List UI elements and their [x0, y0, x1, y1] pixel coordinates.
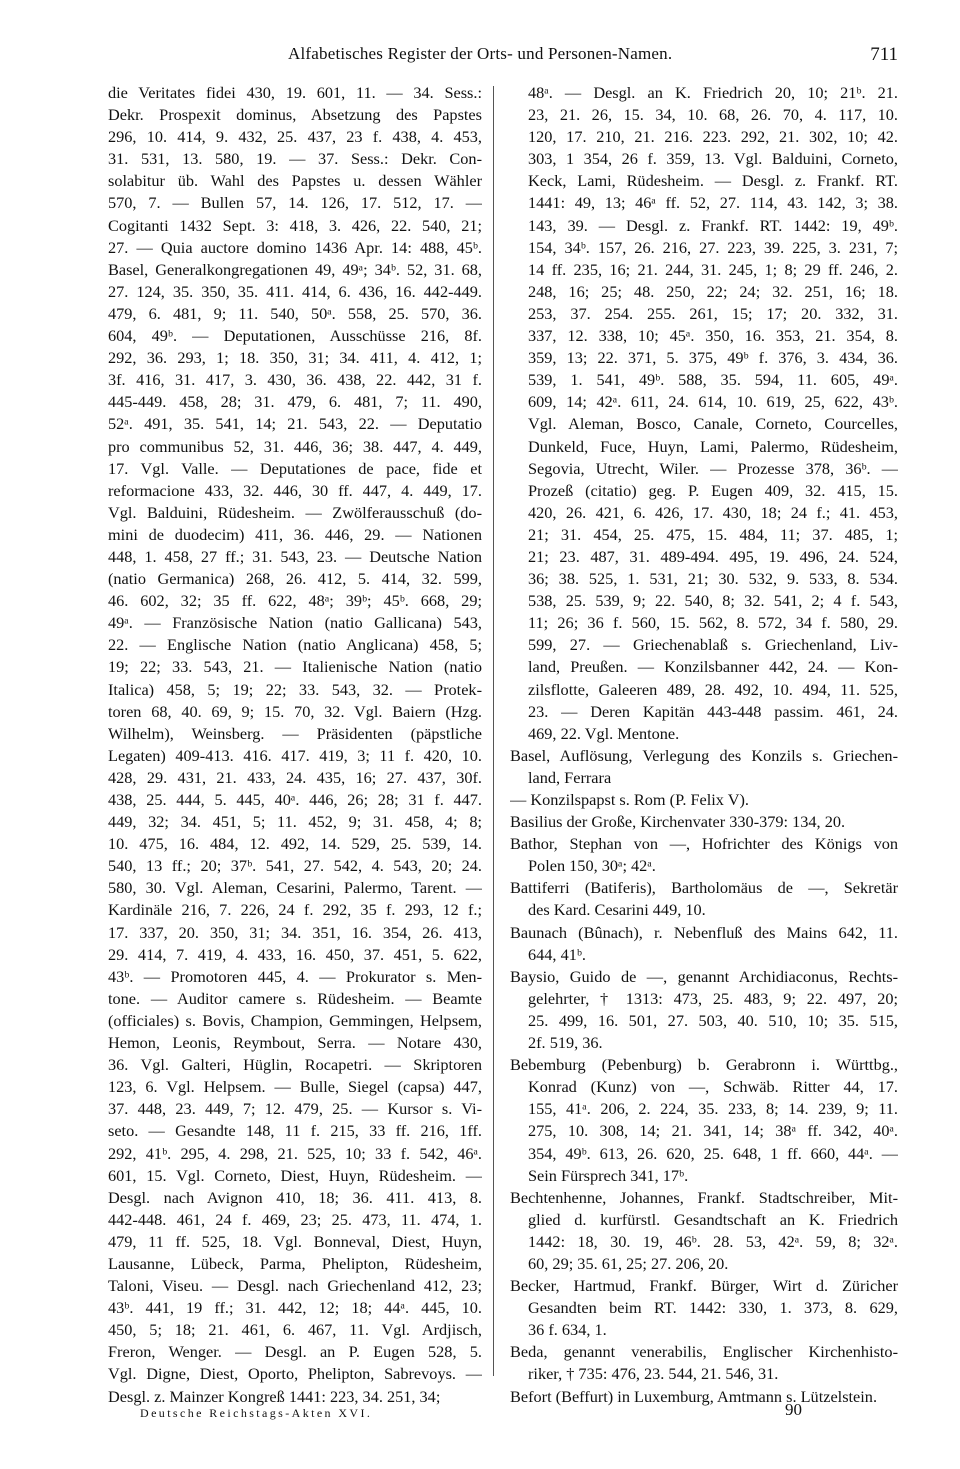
text-line: toren 68, 40. 69, 9; 15. 70, 32. Vgl. Baiern (Hzg. [108, 701, 482, 721]
text-line: Legaten) 409-413. 416. 417. 419, 3; 11 f. 420, 10. [108, 745, 482, 765]
index-entry-continuation: 60, 29; 35. 61, 25; 27. 206, 20. [528, 1253, 729, 1273]
index-entry-continuation: 120, 17. 210, 21. 216. 223. 292, 21. 302, 10; 42. [528, 127, 898, 147]
index-entry-continuation: Gesandten beim RT. 1442: 330, 1. 373, 8. 629, [528, 1298, 898, 1318]
text-line: 450, 5; 18; 21. 461, 6. 467, 11. Vgl. Ardjisch, [108, 1320, 482, 1340]
text-line: 442-448. 461, 24 f. 469, 23; 25. 473, 11. 474, 1. [108, 1209, 482, 1229]
index-entry-continuation: 21; 23. 487, 31. 489-494. 495, 19. 496, 24. 524, [528, 546, 898, 566]
index-entry-continuation: 539, 1. 541, 49ᵇ. 588, 35. 594, 11. 605, 49ᵃ. [528, 370, 898, 390]
index-entry-continuation: Keck, Lami, Rüdesheim. — Desgl. z. Frankf. RT. [528, 171, 898, 191]
index-entry-continuation: 420, 26. 421, 6. 426, 17. 430, 18; 24 f.; 41. 453, [528, 502, 898, 522]
index-entry-continuation: Konrad (Kunz) von —, Schwäb. Ritter 44, 17. [528, 1077, 898, 1097]
index-entry-continuation: 154, 34ᵇ. 157, 26. 216, 27. 223, 39. 225, 3. 231, 7; [528, 237, 898, 257]
index-entry: Bechtenhenne, Johannes, Frankf. Stadtschreiber, Mit- [510, 1187, 898, 1207]
index-entry-continuation: land, Preußen. — Konzilsbanner 442, 24. — Kon- [528, 657, 898, 677]
index-entry: — Konzilspapst s. Rom (P. Felix V). [510, 790, 749, 809]
index-entry: Baunach (Bûnach), r. Nebenfluß des Mains 642, 11. [510, 922, 898, 942]
text-line: 29. 414, 7. 419, 4. 433, 16. 450, 37. 451, 5. 622, [108, 944, 482, 964]
text-line: 604, 49ᵇ. — Deputationen, Ausschüsse 216, 8f. [108, 326, 482, 346]
index-entry-continuation: 36 f. 634, 1. [528, 1320, 607, 1340]
text-line: 36. Vgl. Galteri, Hüglin, Rocapetri. — Skriptoren [108, 1055, 482, 1075]
index-entry-continuation: des Kard. Cesarini 449, 10. [528, 900, 706, 920]
text-line: 19; 22; 33. 543, 21. — Italienische Nation (natio [108, 657, 482, 677]
index-entry: Baysio, Guido de —, genannt Archidiaconus, Rechts- [510, 966, 898, 986]
text-line: Desgl. nach Avignon 410, 18; 36. 411. 413, 8. [108, 1187, 482, 1207]
index-entry-continuation: Prozeß (citatio) geg. P. Eugen 409, 32. 415, 15. [528, 480, 898, 500]
text-line: 570, 7. — Bullen 57, 14. 126, 17. 512, 17. — [108, 193, 482, 213]
index-entry-continuation: 599, 27. — Griechenablaß s. Griechenland, Liv- [528, 635, 898, 655]
index-entry: Battiferri (Batiferis), Bartholomäus de —, Sekretär [510, 878, 898, 898]
index-entry-continuation: 337, 12. 338, 10; 45ᵃ. 350, 16. 353, 21. 354, 8. [528, 326, 898, 346]
text-line: solabitur üb. Wahl des Papstes u. dessen Wähler [108, 171, 482, 191]
text-line: 52ᵃ. 491, 35. 541, 14; 21. 543, 22. — Deputatio [108, 414, 482, 434]
index-entry: Bebemburg (Pebenburg) b. Gerabronn i. Württbg., [510, 1055, 898, 1075]
text-line: 31. 531, 13. 580, 19. — 37. Sess.: Dekr. Con- [108, 149, 482, 169]
index-entry-continuation: 275, 10. 308, 14; 21. 341, 14; 38ᵃ ff. 342, 40ᵃ. [528, 1121, 898, 1141]
index-entry-continuation: 155, 41ᵃ. 206, 2. 224, 35. 233, 8; 14. 239, 9; 11. [528, 1099, 898, 1119]
index-entry-continuation: Sein Fürsprech 341, 17ᵇ. [528, 1165, 689, 1185]
text-line: (officiales) s. Bovis, Champion, Gemmingen, Helpsem, [108, 1010, 482, 1030]
index-entry-continuation: 354, 49ᵇ. 613, 26. 620, 25. 648, 1 ff. 660, 44ᵃ. — [528, 1143, 898, 1163]
text-line: 10. 475, 16. 484, 12. 492, 14. 529, 25. 539, 14. [108, 834, 482, 854]
text-line: reformacione 433, 32. 446, 30 ff. 447, 4. 449, 17. [108, 480, 482, 500]
index-entry-continuation: 469, 22. Vgl. Mentone. [528, 723, 680, 743]
index-entry-continuation: 48ᵃ. — Desgl. an K. Friedrich 20, 10; 21ᵇ. 21. [528, 83, 898, 102]
text-line: 123, 6. Vgl. Helpsem. — Bulle, Siegel (capsa) 447, [108, 1077, 482, 1097]
index-entry-continuation: 303, 1 354, 26 f. 359, 13. Vgl. Balduini, Corneto, [528, 149, 898, 169]
column-divider [493, 86, 494, 1376]
text-line: 27. — Quia auctore domino 1436 Apr. 14: 488, 45ᵇ. [108, 237, 482, 257]
running-header [108, 44, 898, 68]
text-line: (natio Germanica) 268, 26. 412, 5. 414, 32. 599, [108, 569, 482, 589]
left-column [108, 82, 482, 1408]
text-line: 428, 29. 431, 21. 433, 24. 435, 16; 27. 437, 30f. [108, 767, 482, 787]
index-entry: Basel, Auflösung, Verlegung des Konzils s. Griechen- [510, 745, 898, 765]
index-entry-continuation: 36; 38. 525, 1. 531, 21; 30. 532, 9. 533, 8. 534. [528, 569, 898, 589]
text-line: 3f. 416, 31. 417, 3. 430, 36. 438, 22. 442, 31 f. [108, 370, 482, 390]
index-entry: Becker, Hartmud, Frankf. Bürger, Wirt d. Züricher [510, 1276, 898, 1296]
index-entry-continuation: 359, 13; 22. 371, 5. 375, 49ᵇ f. 376, 3. 434, 36. [528, 348, 898, 368]
text-line: Kardinäle 216, 7. 226, 24 f. 292, 35 f. 293, 12 f.; [108, 900, 482, 920]
index-entry-continuation: Dunkeld, Fuce, Huyn, Lami, Palermo, Rüdesheim, [528, 436, 898, 456]
text-line: 479, 6. 481, 9; 11. 540, 50ᵃ. 558, 25. 570, 36. [108, 303, 482, 323]
index-entry-continuation: 23, 21. 26, 15. 34, 10. 68, 26. 70, 4. 117, 10. [528, 105, 898, 125]
index-entry: Befort (Beffurt) in Luxemburg, Amtmann s. Lützelstein. [510, 1386, 878, 1406]
index-entry-continuation: 1442: 18, 30. 19, 46ᵇ. 28. 53, 42ᵃ. 59, 8; 32ᵃ. [528, 1231, 898, 1251]
text-line: 46. 602, 32; 35 ff. 622, 48ᵃ; 39ᵇ; 45ᵇ. 668, 29; [108, 591, 482, 611]
text-line: 601, 15. Vgl. Corneto, Diest, Huyn, Rüdesheim. — [108, 1165, 482, 1185]
text-line: Taloni, Viseu. — Desgl. nach Griechenland 412, 23; [108, 1276, 482, 1296]
text-line: Freron, Wenger. — Desgl. an P. Eugen 528, 5. [108, 1342, 482, 1362]
page-number: 711 [870, 44, 898, 65]
text-line: 438, 25. 444, 5. 445, 40ᵃ. 446, 26; 28; 31 f. 447. [108, 790, 482, 809]
index-entry-continuation: 143, 39. — Desgl. z. Frankf. RT. 1442: 19, 49ᵇ. [528, 215, 898, 235]
text-line: Vgl. Digne, Diest, Oporto, Phelipton, Sabrevoys. — [108, 1364, 482, 1384]
text-line: 448, 1. 458, 27 ff.; 31. 543, 23. — Deutsche Nation [108, 546, 482, 566]
text-line: Wilhelm), Weinsberg. — Präsidenten (päpstliche [108, 723, 482, 743]
text-line: die Veritates fidei 430, 19. 601, 11. — 34. Sess.: [108, 83, 482, 102]
text-line: Lausanne, Lübeck, Parma, Phelipton, Rüdesheim, [108, 1253, 482, 1273]
sheet-signature: 90 [785, 1400, 802, 1419]
text-line: 49ᵃ. — Französische Nation (natio Gallicana) 543, [108, 613, 482, 633]
index-entry-continuation: glied d. kurfürstl. Gesandtschaft an K. Friedrich [528, 1209, 898, 1229]
text-line: 37. 448, 23. 449, 7; 12. 479, 25. — Kursor s. Vi- [108, 1099, 482, 1119]
index-entry: Beda, genannt venerabilis, Englischer Kirchenhisto- [510, 1342, 898, 1362]
text-line: 292, 36. 293, 1; 18. 350, 31; 34. 411, 4. 412, 1; [108, 348, 482, 368]
text-line: 22. — Englische Nation (natio Anglicana) 458, 5; [108, 635, 482, 655]
index-entry-continuation: gelehrter, † 1313: 473, 25. 483, 9; 22. 497, 20; [528, 988, 898, 1008]
text-line: 292, 41ᵇ. 295, 4. 298, 21. 525, 10; 33 f. 542, 46ᵃ. [108, 1143, 482, 1163]
index-entry-continuation: land, Ferrara [528, 767, 612, 787]
text-line: seto. — Gesandte 148, 11 f. 215, 33 ff. 216, 1ff. [108, 1121, 482, 1141]
index-entry-continuation: Polen 150, 30ᵃ; 42ᵃ. [528, 856, 656, 876]
footer-source: Deutsche Reichstags-Akten XVI. [140, 1406, 373, 1420]
text-line: 43ᵇ. 441, 19 ff.; 31. 442, 12; 18; 44ᵃ. 445, 10. [108, 1298, 482, 1318]
text-line: Dekr. Prospexit dominus, Absetzung des Papstes [108, 105, 482, 125]
text-line: 296, 10. 414, 9. 432, 25. 437, 23 f. 438, 4. 453, [108, 127, 482, 147]
text-line: 580, 30. Vgl. Aleman, Cesarini, Palermo, Tarent. — [108, 878, 482, 898]
index-entry-continuation: riker, † 735: 476, 23. 544, 21. 546, 31. [528, 1364, 779, 1384]
text-line: pro communibus 52, 31. 446, 36; 38. 447, 4. 449, [108, 436, 482, 456]
text-line: tone. — Auditor camere s. Rüdesheim. — Beamte [108, 988, 482, 1008]
text-line: Cogitanti 1432 Sept. 3: 418, 3. 426, 22. 540, 21; [108, 215, 482, 235]
index-entry-continuation: 253, 37. 254. 255. 261, 15; 17; 20. 332, 31. [528, 303, 898, 323]
index-entry-continuation: 14 ff. 235, 16; 21. 244, 31. 245, 1; 8; 29 ff. 246, 2. [528, 259, 898, 279]
index-entry-continuation: 23. — Deren Kapitän 443-448 passim. 461, 24. [528, 701, 898, 721]
text-line: 449, 32; 34. 451, 5; 11. 452, 9; 31. 458, 4; 8; [108, 812, 482, 832]
index-entry-continuation: 644, 41ᵇ. [528, 944, 586, 964]
text-line: mini de duodecim) 411, 36. 446, 29. — Nationen [108, 524, 482, 544]
index-entry-continuation: 1441: 49, 13; 46ᵃ ff. 52, 27. 114, 43. 142, 3; 38. [528, 193, 898, 213]
text-line: 540, 13 ff.; 20; 37ᵇ. 541, 27. 542, 4. 543, 20; 24. [108, 856, 482, 876]
text-line: 445-449. 458, 28; 31. 479, 6. 481, 7; 11. 490, [108, 392, 482, 412]
index-entry-continuation: 248, 16; 25; 48. 250, 22; 24; 32. 251, 16; 18. [528, 281, 898, 301]
index-entry-continuation: 25. 499, 16. 501, 27. 503, 40. 510, 10; 35. 515, [528, 1010, 898, 1030]
index-entry-continuation: 11; 26; 36 f. 560, 15. 562, 8. 572, 34 f. 580, 29. [528, 613, 898, 633]
text-line: 17. Vgl. Valle. — Deputationes de pace, fide et [108, 458, 482, 478]
right-column [510, 82, 898, 1408]
index-entry-continuation: 2f. 519, 36. [528, 1033, 603, 1053]
text-line: Hemon, Leonis, Reymbout, Serra. — Notare 430, [108, 1033, 482, 1053]
text-line: Vgl. Balduini, Rüdesheim. — Zwölferausschuß (do- [108, 502, 482, 522]
header-title: Alfabetisches Register der Orts- und Personen-Namen. [288, 44, 673, 63]
index-entry-continuation: 538, 25. 539, 9; 22. 540, 8; 32. 541, 2; 4 f. 543, [528, 591, 898, 611]
text-line: Desgl. z. Mainzer Kongreß 1441: 223, 34. 251, 34; [108, 1386, 441, 1406]
text-line: 27. 124, 35. 350, 35. 411. 414, 6. 436, 16. 442-449. [108, 281, 482, 301]
text-line: 43ᵇ. — Promotoren 445, 4. — Prokurator s. Men- [108, 966, 482, 986]
text-line: Italica) 458, 5; 19; 22; 33. 543, 32. — Protek- [108, 679, 482, 699]
index-entry-continuation: Segovia, Utrecht, Wiler. — Prozesse 378, 36ᵇ. — [528, 458, 898, 478]
text-line: 479, 11 ff. 525, 18. Vgl. Bonneval, Diest, Huyn, [108, 1231, 482, 1251]
index-entry-continuation: Vgl. Aleman, Bosco, Canale, Corneto, Courcelles, [528, 414, 898, 434]
index-entry: Basilius der Große, Kirchenvater 330-379: 134, 20. [510, 812, 846, 832]
index-entry-continuation: 21; 31. 454, 25. 475, 15. 484, 11; 37. 485, 1; [528, 524, 898, 544]
index-entry-continuation: zilsflotte, Galeeren 489, 28. 492, 10. 494, 11. 525, [528, 679, 898, 699]
text-line: Basel, Generalkongregationen 49, 49ᵃ; 34ᵇ. 52, 31. 68, [108, 259, 482, 279]
index-entry: Bathor, Stephan von —, Hofrichter des Königs von [510, 834, 898, 854]
index-entry-continuation: 609, 14; 42ᵃ. 611, 24. 614, 10. 619, 25, 622, 43ᵇ. [528, 392, 898, 412]
text-line: 17. 337, 20. 350, 31; 34. 351, 16. 354, 26. 413, [108, 922, 482, 942]
